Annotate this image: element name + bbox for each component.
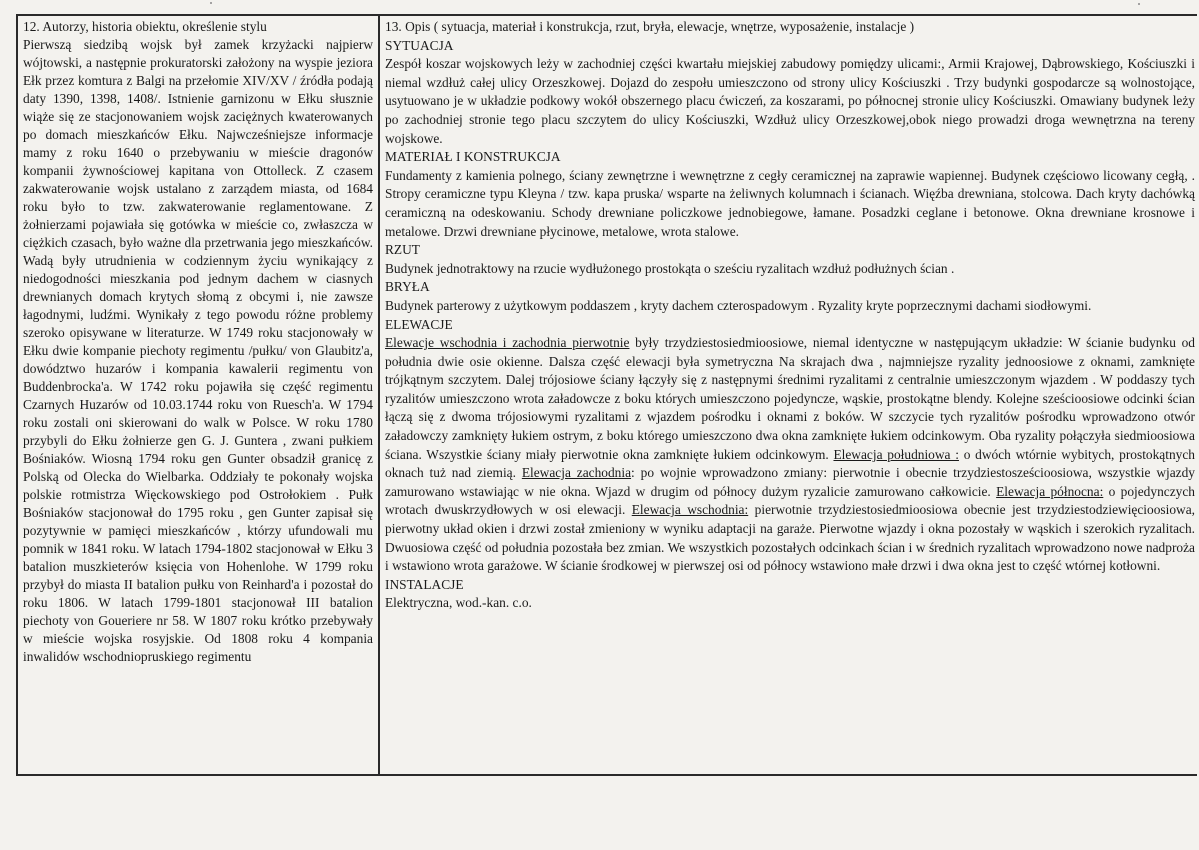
elewacje-text-3: : po wojnie wprowadzono zmiany: pierwotnie i obecnie trzydziestosześcioosiowa, wszystkie wjazdy zamurowano wstawiając w nie okna. Wjazd w drugim od północy dużym ryzalicie zamurowano całkowicie.: [385, 465, 1195, 499]
history-column: [18, 16, 380, 774]
elewacje-subheading-west: Elewacja zachodnia: [521, 465, 632, 481]
section-text-rzut: Budynek jednotraktowy na rzucie wydłużonego prostokąta o sześciu ryzalitach wzdłuż podłużnych ścian .: [385, 260, 955, 276]
scan-speck: [1138, 3, 1140, 5]
history-text: Pierwszą siedzibą wojsk był zamek krzyżacki najpierw wójtowski, a następnie prokuratorski założony na wyspie jeziora Ełk przez komtura z Balgi na przełomie XIV/XV / źródła podają daty 1390, 1398, 1408/. Istnienie garnizonu w Ełku słusznie wiąże się ze stacjonowaniem wojsk zaciężnych kwaterowanych po domach mieszkańców Ełku. Najwcześniejsze informacje mamy z roku 1640 o przebywaniu w mieście dragonów kompanii żywnościowej kapitana von Ottolleck. Z czasem zakwaterowanie wojsk ustalano z zarządem miasta, od 1684 roku było to tzw. zakwaterowanie reglamentowane. Z żołnierzami pojawiała się gotówka w mieście co, zwłaszcza w ciężkich czasach, było ważne dla przetrwania jego mieszkańców. Wadą były utrudnienia w codziennym życiu wynikający z niedogodności mieszkania pod jednym dachem w ciasnych drewnianych domach krytych słomą z obcymi i, nie zawsze łagodnymi, ludźmi. Wynikały z tego powodu różne problemy szeroko opisywane w literaturze. W 1749 roku stacjonowały w Ełku dwie kompanie piechoty regimentu /pułku/ von Glaubitz'a, dowództwo huzarów i kompania kawalerii regimentu von Buddenbrocka'a. W 1742 roku pojawiła się część regimentu Czarnych Huzarów od 10.03.1744 roku von Ruesch'a. W 1794 roku zostali oni skierowani do walk w Polsce. W roku 1780 przybyli do Ełku żołnierze gen G. J. Guntera , zwani pułkiem Bośniaków. Wiosną 1794 roku gen Gunter obsadził granicę z Polską od Olecka do Wielbarka. Oddziały te pokonały wojska polskie rotmistrza Więckowskiego pod Ostrołokiem . Pułk Bośniaków stacjonował do 1795 roku , gen Gunter zapisał się pozytywnie w pamięci mieszkańców , którzy ufundowali mu pomnik w 1841 roku. W latach 1794-1802 stacjonował w Ełku 3 batalion muszkieterów księcia von Hohenlohe. W 1799 roku przybył do miasta II batalion pułku von Reinhard'a i pozostał do roku 1806. W latach 1799-1801 stacjonował III batalion piechoty von Goueriere nr 58. W 1807 roku krótko przebywały w mieście wojska rosyjskie. Od 1808 roku 4 kompania inwalidów wschodniopruskiego regimentu: [23, 37, 373, 664]
scan-speck: [210, 2, 212, 4]
elewacje-subheading-east: Elewacja wschodnia:: [631, 502, 749, 518]
section-text-sytuacja: Zespół koszar wojskowych leży w zachodniej części kwartału miejskiej zabudowy pomiędzy ulicami:, Armii Krajowej, Dąbrowskiego, Kościuszki i niemal wzdłuż całej ulicy Orzeszkowej. Dojazd do zespołu umieszczono od strony ulicy Kościuszki . Trzy budynki gospodarcze są wolnostojące, usytuowano je w układzie podkowy wokół obszernego placu ćwiczeń, za koszarami, po północnej stronie ulicy Kościuszki. Omawiany budynek leży po zachodniej stronie tego placu szczytem do ulicy Kościuszki, Wzdłuż ulicy Orzeszkowej,obok niego prowadzi droga wewnętrzna na tereny wojskowe.: [385, 56, 1195, 146]
section-text-instalacje: Elektryczna, wod.-kan. c.o.: [385, 595, 532, 611]
section-text-bryla: Budynek parterowy z użytkowym poddaszem , kryty dachem czterospadowym . Ryzality kryte poprzecznymi dachami siodłowymi.: [385, 297, 1092, 313]
section-heading-elewacje: ELEWACJE: [385, 316, 453, 332]
elewacje-text-4: o pojedynczych wrotach dwuskrzydłowych w osi elewacji.: [385, 483, 1195, 518]
document-sheet: [16, 14, 1197, 776]
section-heading-instalacje: INSTALACJE: [385, 576, 464, 592]
description-column-header: 13. Opis ( sytuacja, materiał i konstrukcja, rzut, bryła, elewacje, wnętrze, wyposażenie, instalacje ): [385, 19, 915, 34]
elewacje-text-2: o dwóch wtórnie wybitych, prostokątnych oknach tuż nad ziemią.: [385, 446, 1196, 481]
elewacje-subheading-north: Elewacja północna:: [996, 483, 1104, 499]
section-text-material: Fundamenty z kamienia polnego, ściany zewnętrzne i wewnętrzne z cegły ceramicznej na zaprawie wapiennej. Budynek częściowo licowany cegłą, . Stropy ceramiczne typu Kleyna / tzw. kapa pruska/ wsparte na żeliwnych kolumnach i ścianach. Więźba drewniana, stolcowa. Dach kryty dachówką ceramiczną na odeskowaniu. Schody drewniane policzkowe jednobiegowe, łamane. Posadzki ceglane i betonowe. Okna drewniane krosnowe i metalowe. Drzwi drewniane płycinowe, metalowe, wrota stalowe.: [385, 167, 1195, 239]
section-heading-bryla: BRYŁA: [385, 279, 430, 295]
elewacje-subheading-south: Elewacja południowa :: [833, 446, 959, 462]
description-column: [380, 16, 1197, 774]
elewacje-text-1: były trzydziestosiedmioosiowe, niemal identyczne w następującym układzie: W ścianie budynku od południa dwie osie okienne. Dalsza część elewacji była symetryczna Na skrajach dwa , najmniejsze ryzality jednoosiowe z oknami, zamknięte trójkątnym szczytem. Dalej trójosiowe ściany łączyły się z następnymi średnimi ryzalitami z centralnie umieszczonym wjazdem . W poddaszy tych ryzalitów umieszczono wrota załadowcze z boku których umieszczono pojedyncze, wąskie, prostokątne blendy. Kolejne sześcioosiowe odcinki ścian łączą się z dwoma trójosiowymi ryzalitami z wjazdem pośrodku i oknami z boków. W szczycie tych ryzalitów pośrodku wprowadzono otwór załadowczy zamknięty łukiem ostrym, z boku którego umieszczono dwa okna zamknięte łukiem odcinkowym. Oba ryzality połączyła siedmioosiowa ściana. Wszystkie ściany miały pierwotnie okna zamknięte łukiem odcinkowym.: [385, 335, 1195, 462]
section-heading-sytuacja: SYTUACJA: [385, 37, 454, 53]
history-column-header: 12. Autorzy, historia obiektu, określenie stylu: [23, 19, 267, 34]
section-heading-rzut: RZUT: [385, 242, 420, 258]
section-heading-material: MATERIAŁ I KONSTRUKCJA: [385, 149, 561, 165]
section-text-elewacje: [385, 334, 1195, 576]
elewacje-subheading-east-west: Elewacje wschodnia i zachodnia pierwotnie: [385, 335, 630, 351]
elewacje-text-5: pierwotnie trzydziestosiedmioosiowa obecnie jest trzydziestodziewięcioosiowa, pierwotny układ okien i drzwi został zmieniony w wyniku adaptacji na garaże. Pierwotne wjazdy i okna pozostały w wąskich i szerokich ryzalitach. Dwuosiowa część od południa pozostała bez zmian. We wszystkich pozostałych odcinkach ścian i w średnich ryzalitach wprowadzono nowe nadproża i wstawiono wrota garażowe. W ścianie środkowej w pierwszej osi od północy wstawiono małe drzwi i dwa okna jest to część wtórnej kotłowni.: [385, 502, 1196, 574]
